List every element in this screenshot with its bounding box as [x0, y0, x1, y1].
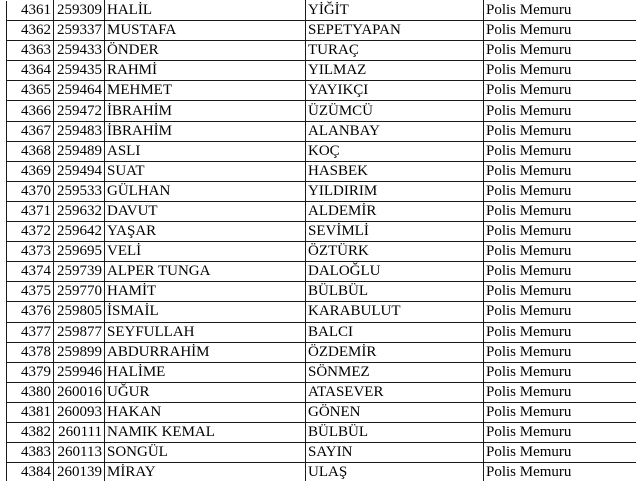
row-number-cell: 4369 [7, 161, 54, 181]
row-number-cell: 4371 [7, 201, 54, 221]
registry-number-cell: 259739 [54, 262, 105, 282]
table-row [7, 141, 637, 161]
row-number-cell: 4384 [7, 463, 54, 481]
title-cell: Polis Memuru [484, 61, 637, 81]
registry-number-cell: 259433 [54, 41, 105, 61]
first-name-cell: DAVUT [105, 201, 306, 221]
personnel-table [6, 0, 636, 481]
table-row [7, 282, 637, 302]
row-number-cell: 4364 [7, 61, 54, 81]
title-cell: Polis Memuru [484, 322, 637, 342]
last-name-cell: TURAÇ [306, 41, 484, 61]
first-name-cell: MİRAY [105, 463, 306, 481]
table-row [7, 463, 637, 481]
last-name-cell: YILMAZ [306, 61, 484, 81]
title-cell: Polis Memuru [484, 181, 637, 201]
table-row [7, 422, 637, 442]
last-name-cell: ALANBAY [306, 121, 484, 141]
first-name-cell: GÜLHAN [105, 181, 306, 201]
row-number-cell: 4382 [7, 422, 54, 442]
last-name-cell: DALOĞLU [306, 262, 484, 282]
first-name-cell: İBRAHİM [105, 121, 306, 141]
table-row [7, 222, 637, 242]
row-number-cell: 4368 [7, 141, 54, 161]
first-name-cell: HAMİT [105, 282, 306, 302]
table-row [7, 201, 637, 221]
last-name-cell: SEPETYAPAN [306, 21, 484, 41]
title-cell: Polis Memuru [484, 422, 637, 442]
registry-number-cell: 259435 [54, 61, 105, 81]
document-page [6, 0, 636, 481]
row-number-cell: 4370 [7, 181, 54, 201]
title-cell: Polis Memuru [484, 222, 637, 242]
table-row [7, 342, 637, 362]
table-row [7, 101, 637, 121]
registry-number-cell: 259877 [54, 322, 105, 342]
table-row [7, 382, 637, 402]
last-name-cell: BALCI [306, 322, 484, 342]
last-name-cell: HASBEK [306, 161, 484, 181]
registry-number-cell: 260016 [54, 382, 105, 402]
table-row [7, 443, 637, 463]
last-name-cell: BÜLBÜL [306, 422, 484, 442]
registry-number-cell: 259309 [54, 1, 105, 21]
first-name-cell: SONGÜL [105, 443, 306, 463]
first-name-cell: YAŞAR [105, 222, 306, 242]
table-row [7, 121, 637, 141]
table-row [7, 1, 637, 21]
row-number-cell: 4361 [7, 1, 54, 21]
first-name-cell: ASLI [105, 141, 306, 161]
title-cell: Polis Memuru [484, 362, 637, 382]
title-cell: Polis Memuru [484, 41, 637, 61]
first-name-cell: İBRAHİM [105, 101, 306, 121]
last-name-cell: SEVİMLİ [306, 222, 484, 242]
first-name-cell: ALPER TUNGA [105, 262, 306, 282]
first-name-cell: RAHMİ [105, 61, 306, 81]
last-name-cell: SAYIN [306, 443, 484, 463]
registry-number-cell: 260113 [54, 443, 105, 463]
last-name-cell: SÖNMEZ [306, 362, 484, 382]
title-cell: Polis Memuru [484, 463, 637, 481]
last-name-cell: YAYIKÇI [306, 81, 484, 101]
table-row [7, 21, 637, 41]
row-number-cell: 4380 [7, 382, 54, 402]
first-name-cell: HALİME [105, 362, 306, 382]
table-row [7, 181, 637, 201]
table-row [7, 242, 637, 262]
first-name-cell: HAKAN [105, 402, 306, 422]
title-cell: Polis Memuru [484, 161, 637, 181]
table-row [7, 61, 637, 81]
row-number-cell: 4375 [7, 282, 54, 302]
title-cell: Polis Memuru [484, 242, 637, 262]
row-number-cell: 4363 [7, 41, 54, 61]
first-name-cell: İSMAİL [105, 302, 306, 322]
registry-number-cell: 259695 [54, 242, 105, 262]
row-number-cell: 4376 [7, 302, 54, 322]
last-name-cell: YİĞİT [306, 1, 484, 21]
registry-number-cell: 259632 [54, 201, 105, 221]
registry-number-cell: 259805 [54, 302, 105, 322]
row-number-cell: 4381 [7, 402, 54, 422]
registry-number-cell: 259494 [54, 161, 105, 181]
registry-number-cell: 259642 [54, 222, 105, 242]
registry-number-cell: 259770 [54, 282, 105, 302]
row-number-cell: 4378 [7, 342, 54, 362]
last-name-cell: BÜLBÜL [306, 282, 484, 302]
title-cell: Polis Memuru [484, 121, 637, 141]
registry-number-cell: 259464 [54, 81, 105, 101]
title-cell: Polis Memuru [484, 101, 637, 121]
last-name-cell: GÖNEN [306, 402, 484, 422]
title-cell: Polis Memuru [484, 1, 637, 21]
title-cell: Polis Memuru [484, 141, 637, 161]
row-number-cell: 4373 [7, 242, 54, 262]
first-name-cell: HALİL [105, 1, 306, 21]
title-cell: Polis Memuru [484, 81, 637, 101]
registry-number-cell: 259899 [54, 342, 105, 362]
registry-number-cell: 260111 [54, 422, 105, 442]
last-name-cell: ATASEVER [306, 382, 484, 402]
title-cell: Polis Memuru [484, 443, 637, 463]
last-name-cell: KOÇ [306, 141, 484, 161]
first-name-cell: NAMIK KEMAL [105, 422, 306, 442]
row-number-cell: 4365 [7, 81, 54, 101]
registry-number-cell: 259946 [54, 362, 105, 382]
table-row [7, 161, 637, 181]
first-name-cell: VELİ [105, 242, 306, 262]
title-cell: Polis Memuru [484, 342, 637, 362]
title-cell: Polis Memuru [484, 21, 637, 41]
registry-number-cell: 259337 [54, 21, 105, 41]
first-name-cell: ABDURRAHİM [105, 342, 306, 362]
title-cell: Polis Memuru [484, 282, 637, 302]
title-cell: Polis Memuru [484, 262, 637, 282]
first-name-cell: UĞUR [105, 382, 306, 402]
registry-number-cell: 260139 [54, 463, 105, 481]
row-number-cell: 4362 [7, 21, 54, 41]
registry-number-cell: 259483 [54, 121, 105, 141]
table-row [7, 81, 637, 101]
table-row [7, 41, 637, 61]
table-row [7, 362, 637, 382]
row-number-cell: 4372 [7, 222, 54, 242]
title-cell: Polis Memuru [484, 302, 637, 322]
registry-number-cell: 259489 [54, 141, 105, 161]
row-number-cell: 4367 [7, 121, 54, 141]
last-name-cell: ÖZDEMİR [306, 342, 484, 362]
row-number-cell: 4366 [7, 101, 54, 121]
table-row [7, 322, 637, 342]
table-row [7, 262, 637, 282]
row-number-cell: 4374 [7, 262, 54, 282]
first-name-cell: MUSTAFA [105, 21, 306, 41]
last-name-cell: YILDIRIM [306, 181, 484, 201]
row-number-cell: 4383 [7, 443, 54, 463]
table-row [7, 402, 637, 422]
row-number-cell: 4377 [7, 322, 54, 342]
title-cell: Polis Memuru [484, 201, 637, 221]
first-name-cell: SUAT [105, 161, 306, 181]
title-cell: Polis Memuru [484, 382, 637, 402]
table-row [7, 302, 637, 322]
first-name-cell: MEHMET [105, 81, 306, 101]
registry-number-cell: 260093 [54, 402, 105, 422]
last-name-cell: KARABULUT [306, 302, 484, 322]
last-name-cell: ÖZTÜRK [306, 242, 484, 262]
last-name-cell: ULAŞ [306, 463, 484, 481]
row-number-cell: 4379 [7, 362, 54, 382]
last-name-cell: ÜZÜMCÜ [306, 101, 484, 121]
first-name-cell: SEYFULLAH [105, 322, 306, 342]
title-cell: Polis Memuru [484, 402, 637, 422]
first-name-cell: ÖNDER [105, 41, 306, 61]
personnel-table-body [7, 1, 637, 481]
registry-number-cell: 259533 [54, 181, 105, 201]
registry-number-cell: 259472 [54, 101, 105, 121]
last-name-cell: ALDEMİR [306, 201, 484, 221]
